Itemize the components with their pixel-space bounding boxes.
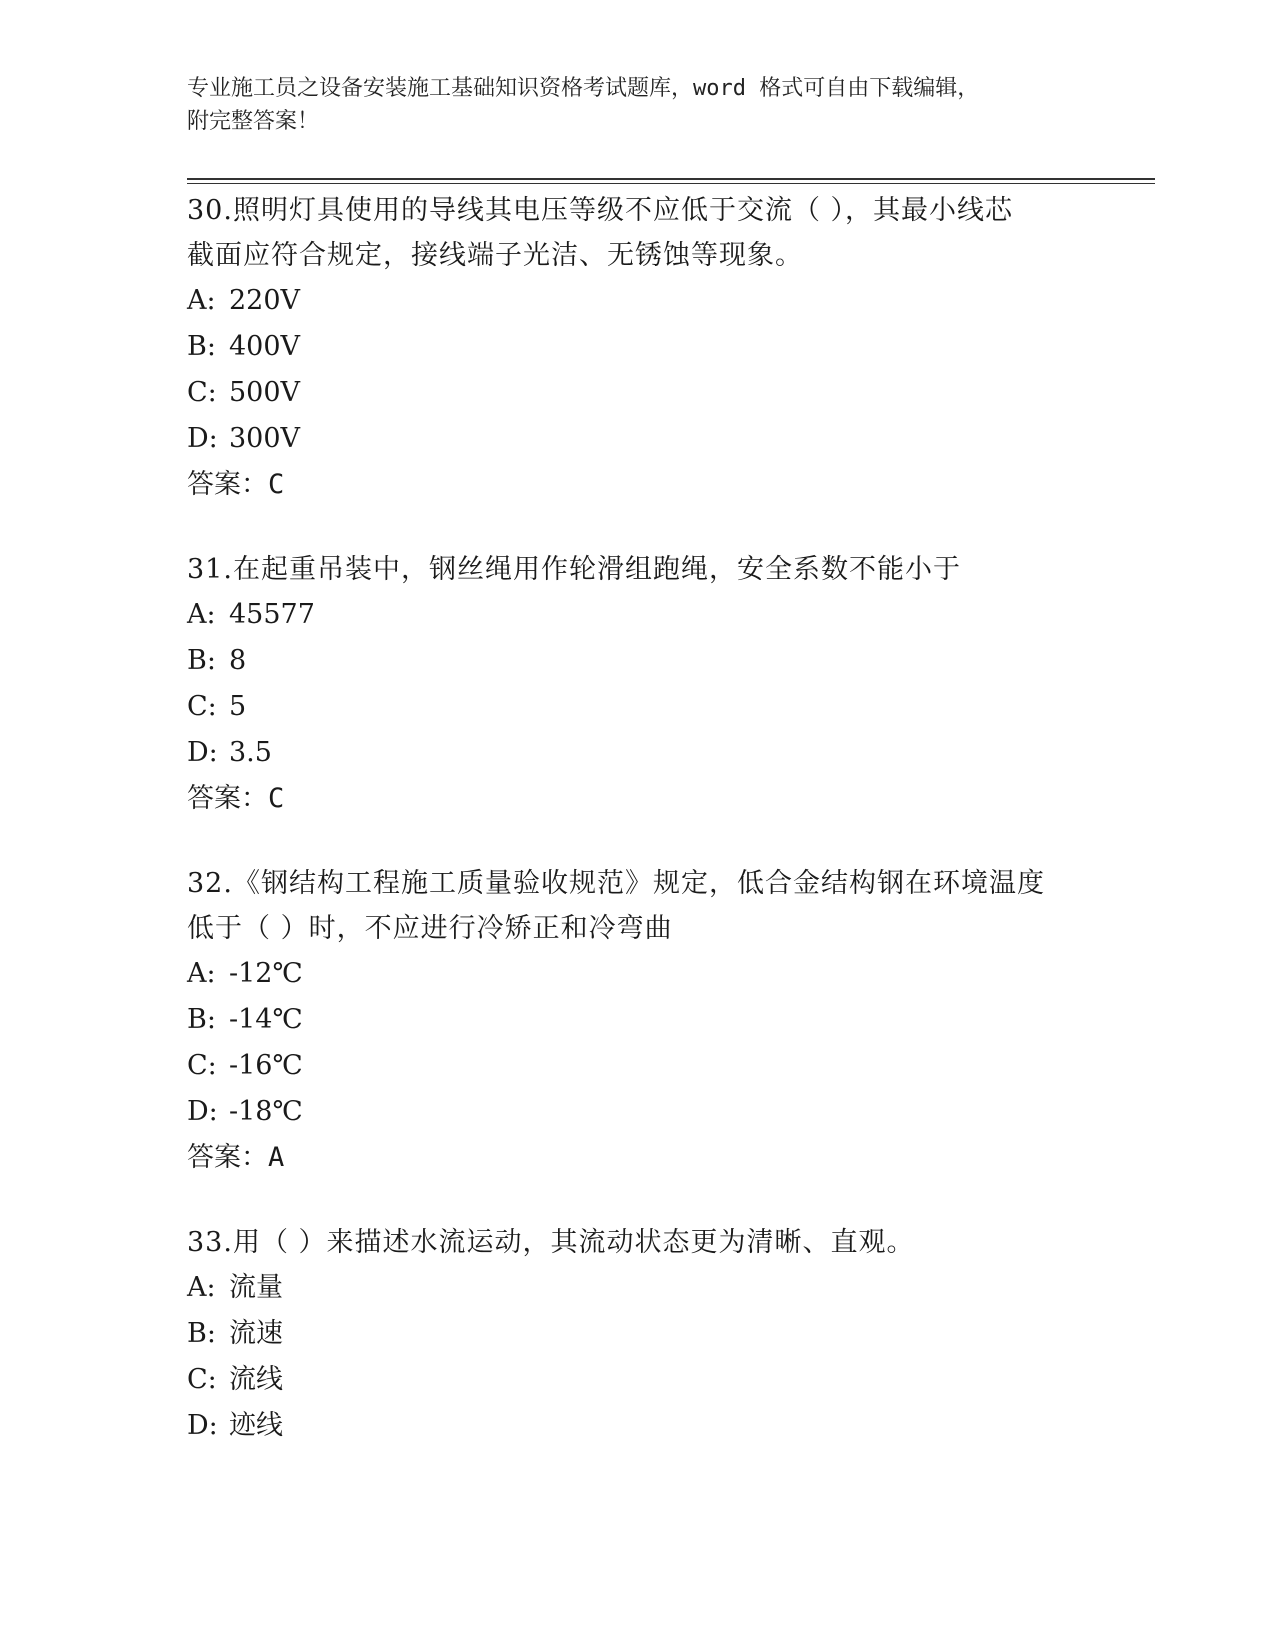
question-text-line-2: 低于（ ）时，不应进行冷矫正和冷弯曲 — [187, 913, 673, 944]
option-b — [187, 324, 1127, 370]
answer-line: 答案：A — [187, 1142, 285, 1173]
answer-line: 答案：C — [187, 469, 285, 500]
option-key: B: — [187, 645, 216, 676]
option-key: A: — [187, 599, 216, 630]
header-divider-thin — [187, 183, 1155, 184]
option-text: -14℃ — [229, 1004, 303, 1035]
option-text: -16℃ — [229, 1050, 303, 1081]
option-key: B: — [187, 1318, 216, 1349]
option-a — [187, 1265, 1127, 1311]
option-text: -12℃ — [229, 958, 303, 989]
option-text: 8 — [229, 645, 247, 676]
answer-line: 答案：C — [187, 783, 285, 814]
question-list — [187, 188, 1127, 1488]
option-key: D: — [187, 423, 218, 454]
option-key: A: — [187, 285, 216, 316]
header-divider-thick — [187, 178, 1155, 180]
option-a — [187, 951, 1127, 997]
question-text-line-1: 31.在起重吊装中，钢丝绳用作轮滑组跑绳，安全系数不能小于 — [187, 554, 961, 585]
option-a — [187, 278, 1127, 324]
question-text-line-2: 截面应符合规定，接线端子光洁、无锈蚀等现象。 — [187, 240, 803, 271]
header-line-1: 专业施工员之设备安装施工基础知识资格考试题库，word 格式可自由下载编辑， — [187, 76, 980, 101]
option-key: C: — [187, 1364, 217, 1395]
option-key: C: — [187, 377, 217, 408]
option-b — [187, 638, 1127, 684]
question-32 — [187, 861, 1127, 1181]
option-key: B: — [187, 331, 216, 362]
option-d — [187, 1089, 1127, 1135]
option-c — [187, 370, 1127, 416]
option-a — [187, 592, 1127, 638]
header-line-2: 附完整答案！ — [187, 109, 320, 134]
option-key: D: — [187, 1410, 218, 1441]
question-text-line-1: 30.照明灯具使用的导线其电压等级不应低于交流（ ），其最小线芯 — [187, 195, 1014, 226]
option-text: 流量 — [229, 1272, 283, 1303]
option-text: 迹线 — [229, 1410, 283, 1441]
document-header — [187, 72, 1087, 138]
option-key: C: — [187, 691, 217, 722]
option-text: 220V — [229, 285, 301, 316]
question-31 — [187, 547, 1127, 822]
option-d — [187, 416, 1127, 462]
option-text: 3.5 — [229, 737, 272, 768]
question-text-line-1: 33.用（ ）来描述水流运动，其流动状态更为清晰、直观。 — [187, 1227, 915, 1258]
option-text: 流速 — [229, 1318, 283, 1349]
question-33 — [187, 1220, 1127, 1449]
option-text: 300V — [229, 423, 301, 454]
option-text: 流线 — [229, 1364, 283, 1395]
option-c — [187, 684, 1127, 730]
question-text-line-1: 32.《钢结构工程施工质量验收规范》规定，低合金结构钢在环境温度 — [187, 868, 1045, 899]
question-30 — [187, 188, 1127, 508]
option-text: 400V — [229, 331, 301, 362]
option-key: D: — [187, 1096, 218, 1127]
option-d — [187, 730, 1127, 776]
option-d — [187, 1403, 1127, 1449]
option-key: A: — [187, 1272, 216, 1303]
option-c — [187, 1357, 1127, 1403]
option-b — [187, 997, 1127, 1043]
option-c — [187, 1043, 1127, 1089]
option-text: 500V — [229, 377, 301, 408]
option-text: -18℃ — [229, 1096, 303, 1127]
option-key: C: — [187, 1050, 217, 1081]
option-key: B: — [187, 1004, 216, 1035]
option-text: 45577 — [229, 599, 315, 630]
option-key: D: — [187, 737, 218, 768]
option-key: A: — [187, 958, 216, 989]
option-b — [187, 1311, 1127, 1357]
option-text: 5 — [229, 691, 247, 722]
